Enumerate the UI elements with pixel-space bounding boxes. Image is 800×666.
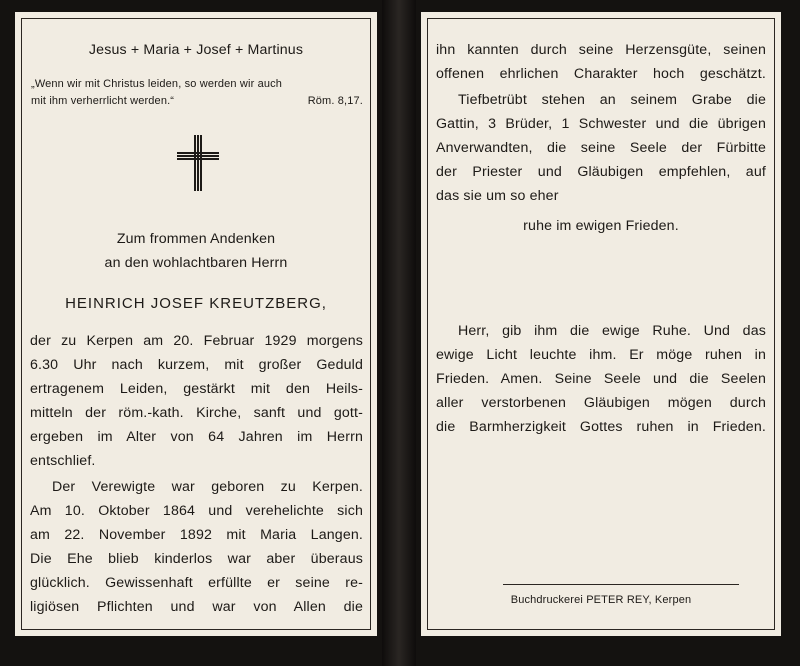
deceased-name: HEINRICH JOSEF KREUTZBERG, xyxy=(65,295,327,312)
cross-icon xyxy=(177,135,219,191)
body-line: Der Verewigte war geboren zu Kerpen. xyxy=(52,479,363,495)
body-line: Die Ehe blieb kinderlos war aber überaus xyxy=(30,551,363,567)
printer-imprint: Buchdruckerei PETER REY, Kerpen xyxy=(510,594,692,606)
body-line: der Priester und Gläubigen empfehlen, auf xyxy=(436,164,766,180)
body-line: Tiefbetrübt stehen an seinem Grabe die xyxy=(458,92,766,108)
card-fold xyxy=(382,0,416,666)
memorial-line-1: Zum frommen Andenken xyxy=(116,231,276,247)
body-line: Anverwandten, die seine Seele der Fürbitte xyxy=(436,140,766,156)
printer-rule xyxy=(503,584,739,585)
left-page xyxy=(15,12,377,636)
memorial-line-2: an den wohlachtbaren Herrn xyxy=(104,255,288,271)
quote-line-1: „Wenn wir mit Christus leiden, so werden wir auch xyxy=(31,78,283,90)
body-line: entschlief. xyxy=(30,453,96,469)
body-line: am 22. November 1892 mit Maria Langen. xyxy=(30,527,363,543)
quote-reference: Röm. 8,17. xyxy=(307,95,363,107)
body-line: ihn kannten durch seine Herzensgüte, seinen xyxy=(436,42,766,58)
header-invocation: Jesus + Maria + Josef + Martinus xyxy=(88,42,304,58)
body-line: mitteln der röm.-kath. Kirche, sanft und gott- xyxy=(30,405,363,421)
prayer-line: die Barmherzigkeit Gottes ruhen in Frieden. xyxy=(436,419,766,435)
prayer-line: Frieden. Amen. Seine Seele und die Seelen xyxy=(436,371,766,387)
body-line: das sie um so eher xyxy=(436,188,559,204)
body-line: 6.30 Uhr nach kurzem, mit großer Geduld xyxy=(30,357,363,373)
prayer-line: ewige Licht leuchte ihm. Er möge ruhen in xyxy=(436,347,766,363)
body-line: glücklich. Gewissenhaft erfüllte er seine re- xyxy=(30,575,363,591)
body-line: der zu Kerpen am 20. Februar 1929 morgens xyxy=(30,333,363,349)
body-line: ertragenem Leiden, gestärkt mit den Heils- xyxy=(30,381,363,397)
right-page xyxy=(421,12,781,636)
body-line: ligiösen Pflichten und war von Allen die xyxy=(30,599,363,615)
prayer-line: Herr, gib ihm die ewige Ruhe. Und das xyxy=(458,323,766,339)
body-line: offenen ehrlichen Charakter hoch geschätzt. xyxy=(436,66,766,82)
body-line: Gattin, 3 Brüder, 1 Schwester und die übrigen xyxy=(436,116,766,132)
body-line: Am 10. Oktober 1864 und verehelichte sich xyxy=(30,503,363,519)
body-line: ergeben im Alter von 64 Jahren im Herrn xyxy=(30,429,363,445)
rest-in-peace-line: ruhe im ewigen Frieden. xyxy=(523,218,679,234)
quote-line-2: mit ihm verherrlicht werden.“ xyxy=(31,95,175,107)
prayer-line: aller verstorbenen Gläubigen mögen durch xyxy=(436,395,766,411)
